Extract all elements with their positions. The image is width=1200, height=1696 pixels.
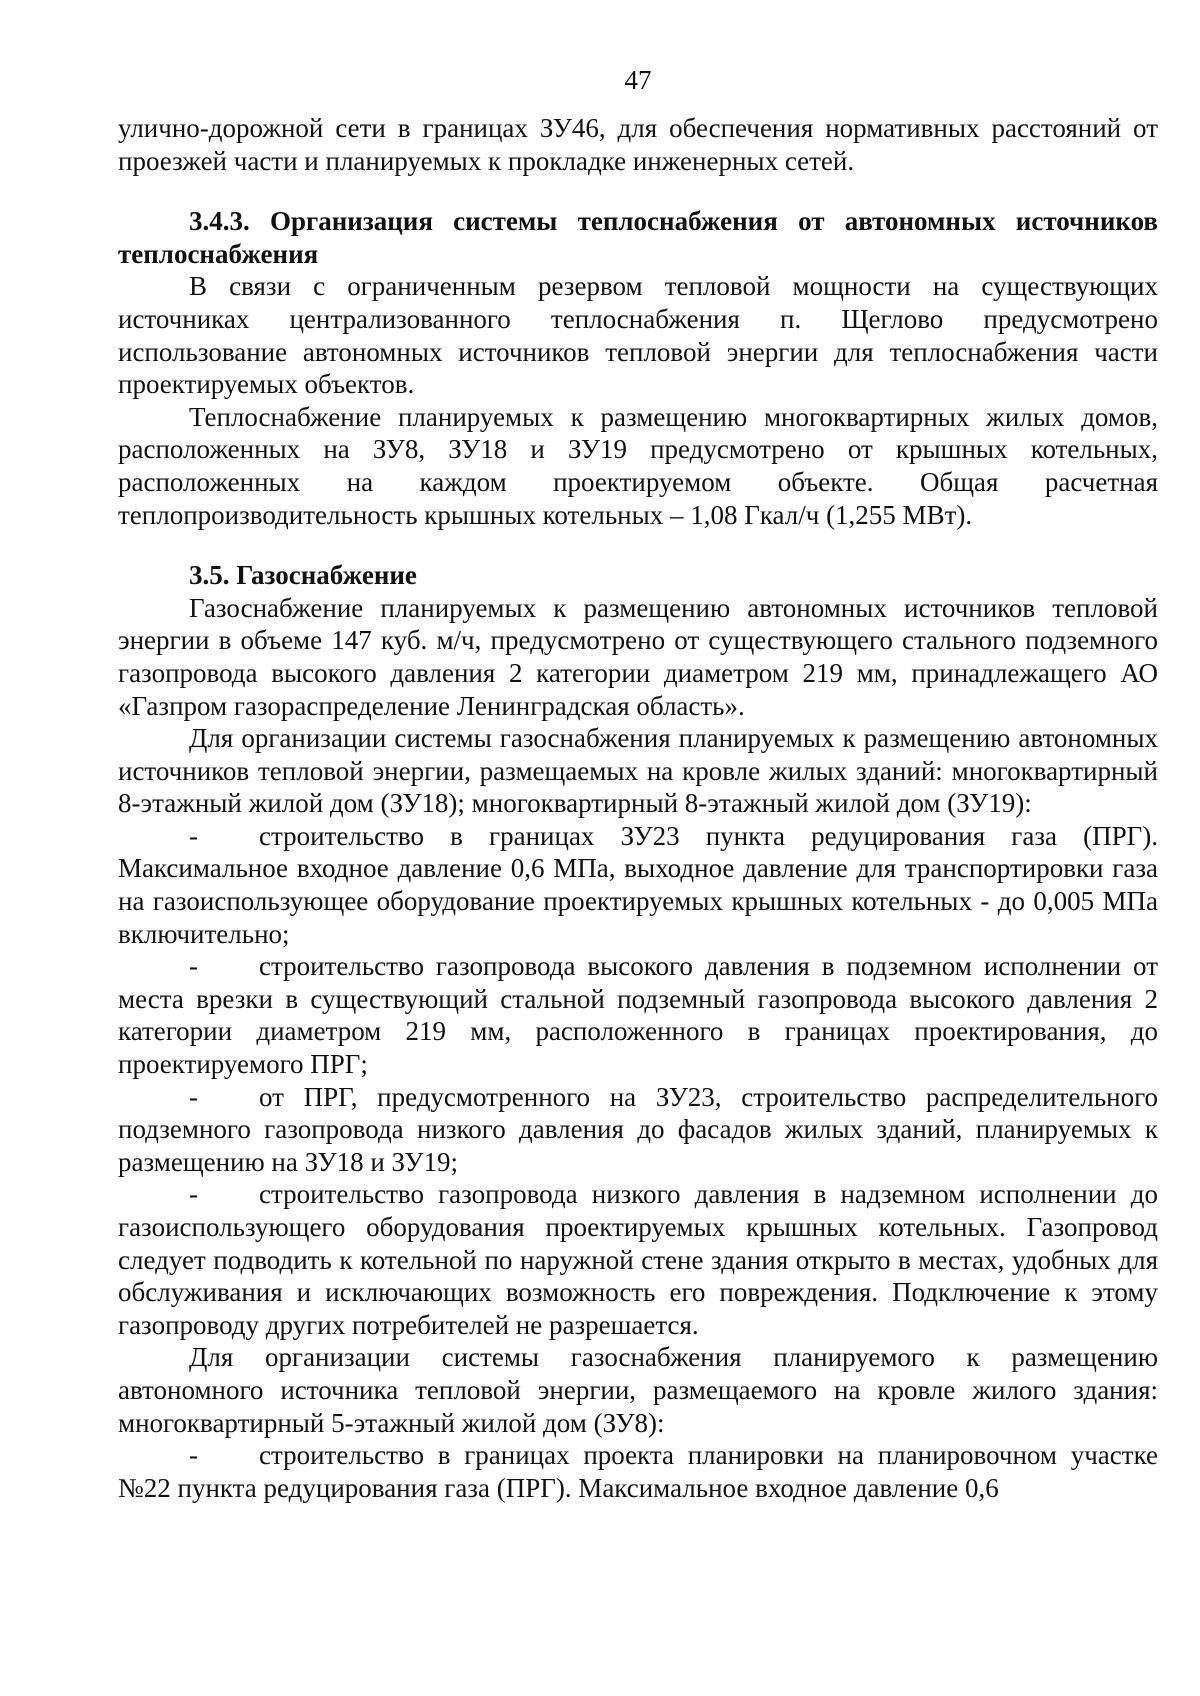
dash-marker: - [189,820,198,851]
list-item [118,820,1158,950]
paragraph: Для организации системы газоснабжения планируемого к размещению автономного источника тепловой энергии, размещаемого на кровле жилого здания: многоквартирный 5-этажный жилой дом (ЗУ8): [118,1342,1158,1438]
page-number: 47 [624,65,652,95]
list-item [118,1439,1158,1504]
dash-marker: - [189,1081,198,1112]
intro-paragraph: улично-дорожной сети в границах ЗУ46, для обеспечения нормативных расстояний от проезжей части и планируемых к прокладке инженерных сетей. [118,113,1158,176]
list-item-text: строительство газопровода высокого давления в подземном исполнении от места врезки в существующий стальной подземный газопровода высокого давления 2 категории диаметром 219 мм, расположенного в границах проектирования, до проектируемого ПРГ; [118,951,1158,1080]
list-item-text: от ПРГ, предусмотренного на ЗУ23, строительство распределительного подземного газопровода низкого давления до фасадов жилых зданий, планируемых к размещению на ЗУ18 и ЗУ19; [118,1081,1158,1177]
paragraph: Для организации системы газоснабжения планируемых к размещению автономных источников тепловой энергии, размещаемых на кровле жилых зданий: многоквартирный 8-этажный жилой дом (ЗУ18); многоквартирный 8-этажный жилой дом (ЗУ19): [118,723,1158,819]
paragraph: Газоснабжение планируемых к размещению автономных источников тепловой энергии в объеме 147 куб. м/ч, предусмотрено от существующего стального подземного газопровода высокого давления 2 категории диаметром 219 мм, принадлежащего АО «Газпром газораспределение Ленинградская область». [118,592,1158,721]
list-item-text: строительство в границах ЗУ23 пункта редуцирования газа (ПРГ). Максимальное входное давление 0,6 МПа, выходное давление для транспортировки газа на газоиспользующее оборудование проектируемых крышных котельных - до 0,005 МПа включительно; [118,820,1158,949]
paragraph: В связи с ограниченным резервом тепловой мощности на существующих источниках централизованного теплоснабжения п. Щеглово предусмотрено использование автономных источников тепловой энергии для теплоснабжения части проектируемых объектов. [118,271,1158,400]
list-item-text: строительство газопровода низкого давления в надземном исполнении до газоиспользующего оборудования проектируемых крышных котельных. Газопровод следует подводить к котельной по наружной стене здания открыто в местах, удобных для обслуживания и исключающих возможность его повреждения. Подключение к этому газопроводу других потребителей не разрешается. [118,1179,1158,1340]
dash-marker: - [189,951,198,982]
paragraph: Теплоснабжение планируемых к размещению многоквартирных жилых домов, расположенных на ЗУ8, ЗУ18 и ЗУ19 предусмотрено от крышных котельных, расположенных на каждом проектируемом объекте. Общая расчетная теплопроизводительность крышных котельных – 1,08 Гкал/ч (1,255 МВт). [118,401,1158,530]
list-item [118,950,1158,1080]
dash-marker: - [189,1440,198,1471]
section-heading-3-5: 3.5. Газоснабжение [189,560,417,591]
dash-marker: - [189,1179,198,1210]
section-heading-3-4-3: 3.4.3. Организация системы теплоснабжения от автономных источников теплоснабжения [118,206,1158,269]
list-item [118,1178,1158,1341]
list-item [118,1081,1158,1179]
document-page [118,64,1158,1504]
list-item-text: строительство в границах проекта планировки на планировочном участке №22 пункта редуцирования газа (ПРГ). Максимальное входное давление 0,6 [118,1440,1158,1503]
